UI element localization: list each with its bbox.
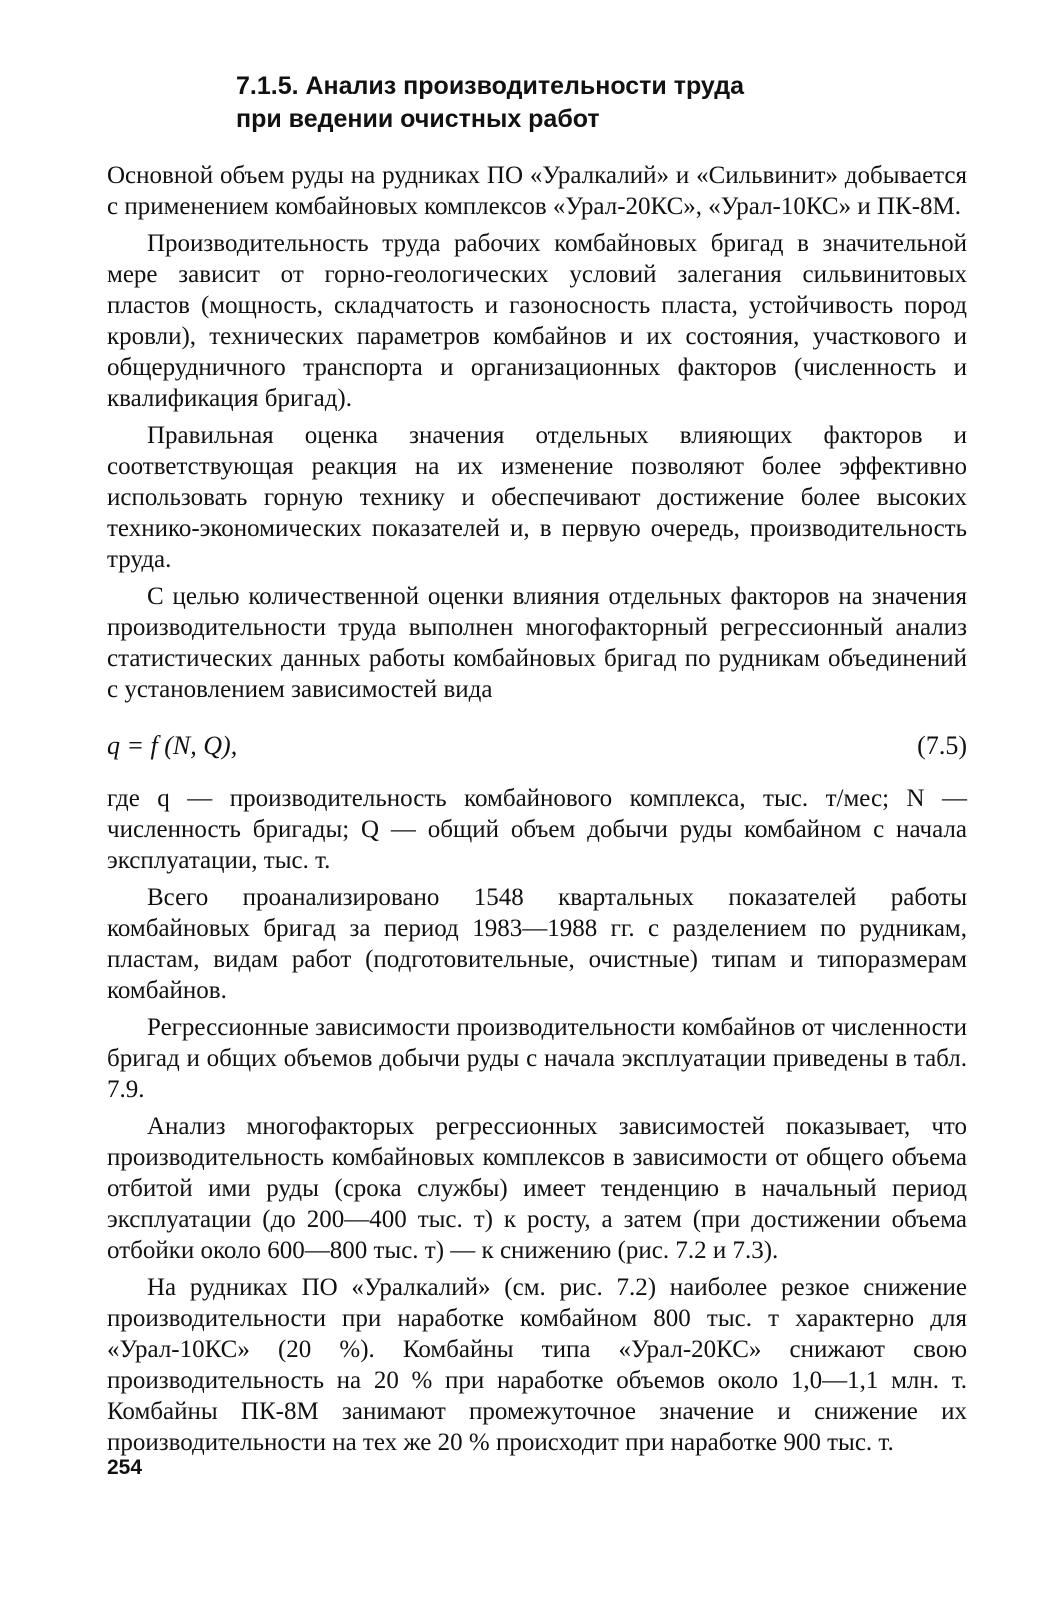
formula-7-5 [107,713,967,779]
paragraph-8: На рудниках ПО «Уралкалий» (см. рис. 7.2) наиболее резкое снижение производительности при наработке комбайном 800 тыс. т характерно для «Урал-10КС» (20 %). Комбайны типа «Урал-20КС» снижают свою производительность на 20 % при наработке объемов около 1,0—1,1 млн. т. Комбайны ПК-8М занимают промежуточное значение и снижение их производительности на тех же 20 % происходит при наработке 900 тыс. т. [107,1274,967,1456]
page-number: 254 [107,1456,143,1479]
paragraph-2: Производительность труда рабочих комбайновых бригад в значительной мере зависит от горно-геологических условий залегания сильвинитовых пластов (мощность, складчатость и газоносность пласта, устойчивость пород кровли), технических параметров комбайнов и их состояния, участкового и общерудничного транспорта и организационных факторов (численность и квалификация бригад). [107,230,967,412]
formula-number: (7.5) [917,731,967,760]
paragraph-6: Регрессионные зависимости производительности комбайнов от численности бригад и общих объемов добычи руды с начала эксплуатации приведены в табл. 7.9. [107,1014,967,1103]
formula-legend: где q — производительность комбайнового комплекса, тыс. т/мес; N — численность бригады; Q — общий объем добычи руды комбайном с начала эксплуатации, тыс. т. [107,785,967,874]
section-heading-line-2: при ведении очистных работ [236,105,600,133]
formula-expression: q = f (N, Q), [107,731,238,760]
section-heading [236,70,956,136]
paragraph-3: Правильная оценка значения отдельных влияющих факторов и соответствующая реакция на их изменение позволяют более эффективно использовать горную технику и обеспечивают достижение более высоких технико-экономических показателей и, в первую очередь, производительность труда. [107,422,967,573]
paragraph-5: Всего проанализировано 1548 квартальных показателей работы комбайновых бригад за период 1983—1988 гг. с разделением по рудникам, пластам, видам работ (подготовительные, очистные) типам и типоразмерам комбайнов. [107,884,967,1004]
section-heading-line-1: 7.1.5. Анализ производительности труда [236,72,744,100]
paragraph-7: Анализ многофакторых регрессионных зависимостей показывает, что производительность комбайновых комплексов в зависимости от общего объема отбитой ими руды (срока службы) имеет тенденцию в начальный период эксплуатации (до 200—400 тыс. т) к росту, а затем (при достижении объема отбойки около 600—800 тыс. т) — к снижению (рис. 7.2 и 7.3). [107,1113,967,1264]
paragraph-4: С целью количественной оценки влияния отдельных факторов на значения производительности труда выполнен многофакторный регрессионный анализ статистических данных работы комбайновых бригад по рудникам объединений с установлением зависимостей вида [107,583,967,703]
page-body [107,160,967,1458]
paragraph-1: Основной объем руды на рудниках ПО «Уралкалий» и «Сильвинит» добывается с применением комбайновых комплексов «Урал-20КС», «Урал-10КС» и ПК-8М. [107,162,967,220]
